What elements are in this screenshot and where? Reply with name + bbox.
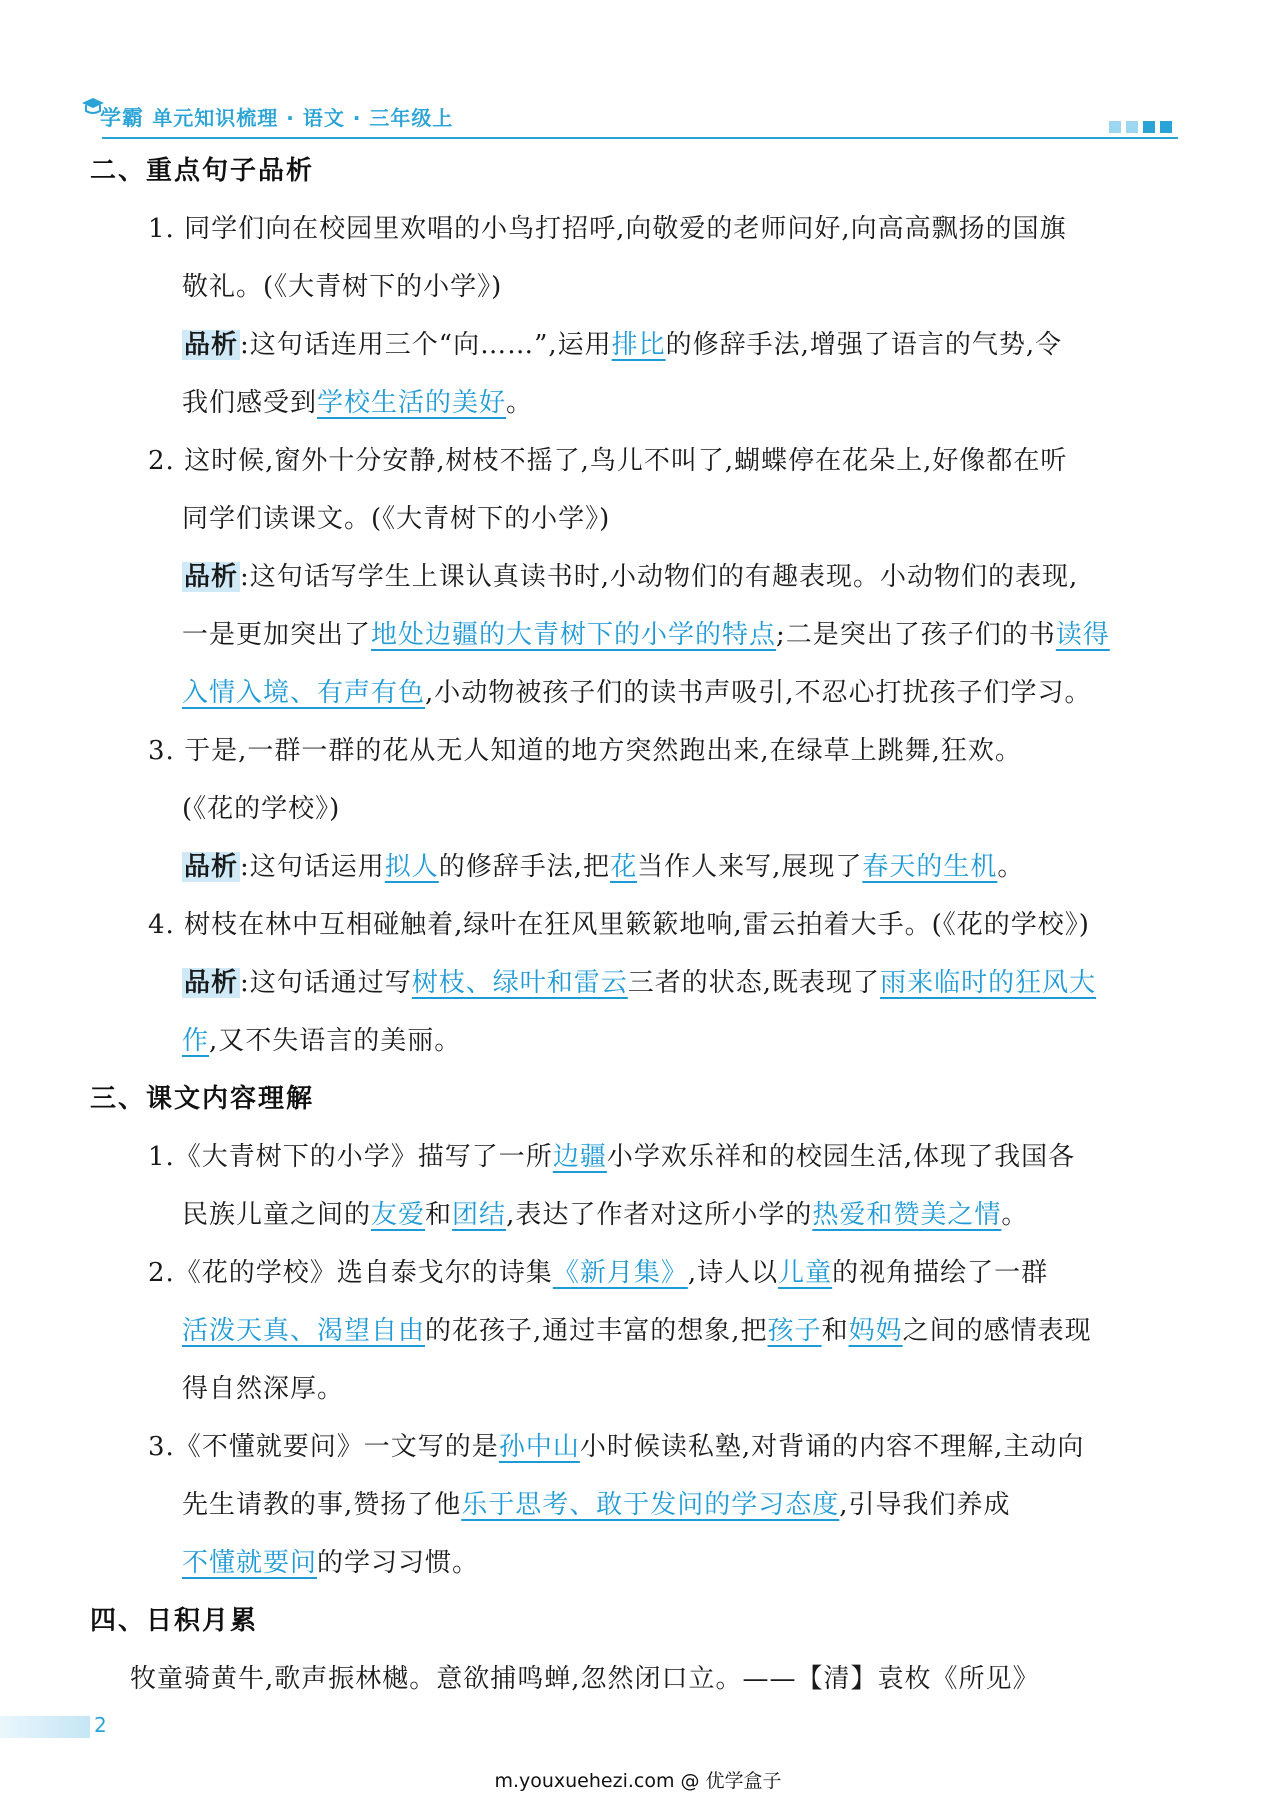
- answer-text: 树枝、绿叶和雷云: [411, 968, 628, 998]
- answer-text: 雨来临时的狂风大: [880, 968, 1097, 998]
- answer-text: 学校生活的美好: [317, 388, 507, 418]
- analysis-label: 品析: [184, 330, 239, 360]
- analysis-2-cont2: 入情入境、有声有色,小动物被孩子们的读书声吸引,不忍心打扰孩子们学习。: [182, 678, 1092, 708]
- sentence-2: 2. 这时候,窗外十分安静,树枝不摇了,鸟儿不叫了,蝴蝶停在花朵上,好像都在听: [148, 446, 1068, 476]
- answer-text: 花: [610, 852, 638, 882]
- answer-text: 热爱和赞美之情: [812, 1200, 1002, 1230]
- sentence-2-source: 同学们读课文。(《大青树下的小学》): [182, 504, 611, 534]
- analysis-4-cont: 作,又不失语言的美丽。: [182, 1026, 462, 1056]
- understanding-2: 2.《花的学校》选自泰戈尔的诗集《新月集》,诗人以儿童的视角描绘了一群: [148, 1258, 1049, 1288]
- understanding-3-cont2: 不懂就要问的学习习惯。: [182, 1548, 480, 1578]
- sentence-1: 1. 同学们向在校园里欢唱的小鸟打招呼,向敬爱的老师问好,向高高飘扬的国旗: [148, 214, 1067, 244]
- answer-text: 乐于思考、敢于发问的学习态度: [461, 1490, 840, 1520]
- analysis-3: 品析:这句话运用拟人的修辞手法,把花当作人来写,展现了春天的生机。: [184, 852, 1025, 882]
- understanding-1-cont: 民族儿童之间的友爱和团结,表达了作者对这所小学的热爱和赞美之情。: [182, 1200, 1029, 1230]
- answer-text: 妈妈: [848, 1316, 903, 1346]
- section-title: 四、日积月累: [90, 1606, 259, 1636]
- analysis-2-cont: 一是更加突出了地处边疆的大青树下的小学的特点;二是突出了孩子们的书读得: [182, 620, 1110, 650]
- page-number: 2: [94, 1713, 107, 1737]
- answer-text: 《新月集》: [552, 1258, 688, 1288]
- analysis-1: 品析:这句话连用三个“向……”,运用排比的修辞手法,增强了语言的气势,令: [184, 330, 1063, 360]
- analysis-label: 品析: [184, 968, 239, 998]
- understanding-3-cont: 先生请教的事,赞扬了他乐于思考、敢于发问的学习态度,引导我们养成: [182, 1490, 1011, 1520]
- section-title: 二、重点句子品析: [90, 156, 315, 186]
- analysis-label: 品析: [184, 562, 239, 592]
- understanding-1: 1.《大青树下的小学》描写了一所边疆小学欢乐祥和的校园生活,体现了我国各: [148, 1142, 1076, 1172]
- sentence-3-source: (《花的学校》): [182, 794, 341, 824]
- brand-name: 学霸: [100, 106, 144, 130]
- footer-bar: [0, 1716, 90, 1738]
- poem: 牧童骑黄牛,歌声振林樾。意欲捕鸣蝉,忽然闭口立。——【清】袁枚《所见》: [130, 1664, 1040, 1694]
- page-content: [90, 142, 1180, 1708]
- answer-text: 活泼天真、渴望自由: [182, 1316, 426, 1346]
- answer-text: 团结: [452, 1200, 507, 1230]
- answer-text: 作: [182, 1026, 210, 1056]
- analysis-1-cont: 我们感受到学校生活的美好。: [182, 388, 534, 418]
- answer-text: 拟人: [384, 852, 439, 882]
- answer-text: 不懂就要问: [182, 1548, 318, 1578]
- sentence-3: 3. 于是,一群一群的花从无人知道的地方突然跑出来,在绿草上跳舞,狂欢。: [148, 736, 1022, 766]
- sentence-1-source: 敬礼。(《大青树下的小学》): [182, 272, 503, 302]
- page-header: [78, 88, 1178, 138]
- answer-text: 排比: [611, 330, 666, 360]
- watermark: m.youxuehezi.com @ 优学盒子: [494, 1770, 782, 1792]
- answer-text: 入情入境、有声有色: [182, 678, 426, 708]
- analysis-4: 品析:这句话通过写树枝、绿叶和雷云三者的状态,既表现了雨来临时的狂风大: [184, 968, 1097, 998]
- answer-text: 边疆: [552, 1142, 607, 1172]
- understanding-3: 3.《不懂就要问》一文写的是孙中山小时候读私塾,对背诵的内容不理解,主动向: [148, 1432, 1085, 1462]
- header-decoration: [1104, 118, 1172, 137]
- header-rule: [102, 137, 1178, 139]
- answer-text: 友爱: [371, 1200, 426, 1230]
- analysis-label: 品析: [184, 852, 239, 882]
- answer-text: 读得: [1055, 620, 1110, 650]
- header-title: [100, 102, 453, 132]
- analysis-2: 品析:这句话写学生上课认真读书时,小动物们的有趣表现。小动物们的表现,: [184, 562, 1079, 592]
- answer-text: 春天的生机: [862, 852, 998, 882]
- section-title: 三、课文内容理解: [90, 1084, 315, 1114]
- book-title: 单元知识梳理 · 语文 · 三年级上: [152, 106, 454, 130]
- answer-text: 孙中山: [498, 1432, 580, 1462]
- answer-text: 地处边疆的大青树下的小学的特点: [371, 620, 777, 650]
- answer-text: 儿童: [778, 1258, 833, 1288]
- answer-text: 孩子: [767, 1316, 822, 1346]
- understanding-2-cont: 活泼天真、渴望自由的花孩子,通过丰富的想象,把孩子和妈妈之间的感情表现: [182, 1316, 1092, 1346]
- understanding-2-cont2: 得自然深厚。: [182, 1374, 345, 1404]
- sentence-4: 4. 树枝在林中互相碰触着,绿叶在狂风里簌簌地响,雷云拍着大手。(《花的学校》): [148, 910, 1090, 940]
